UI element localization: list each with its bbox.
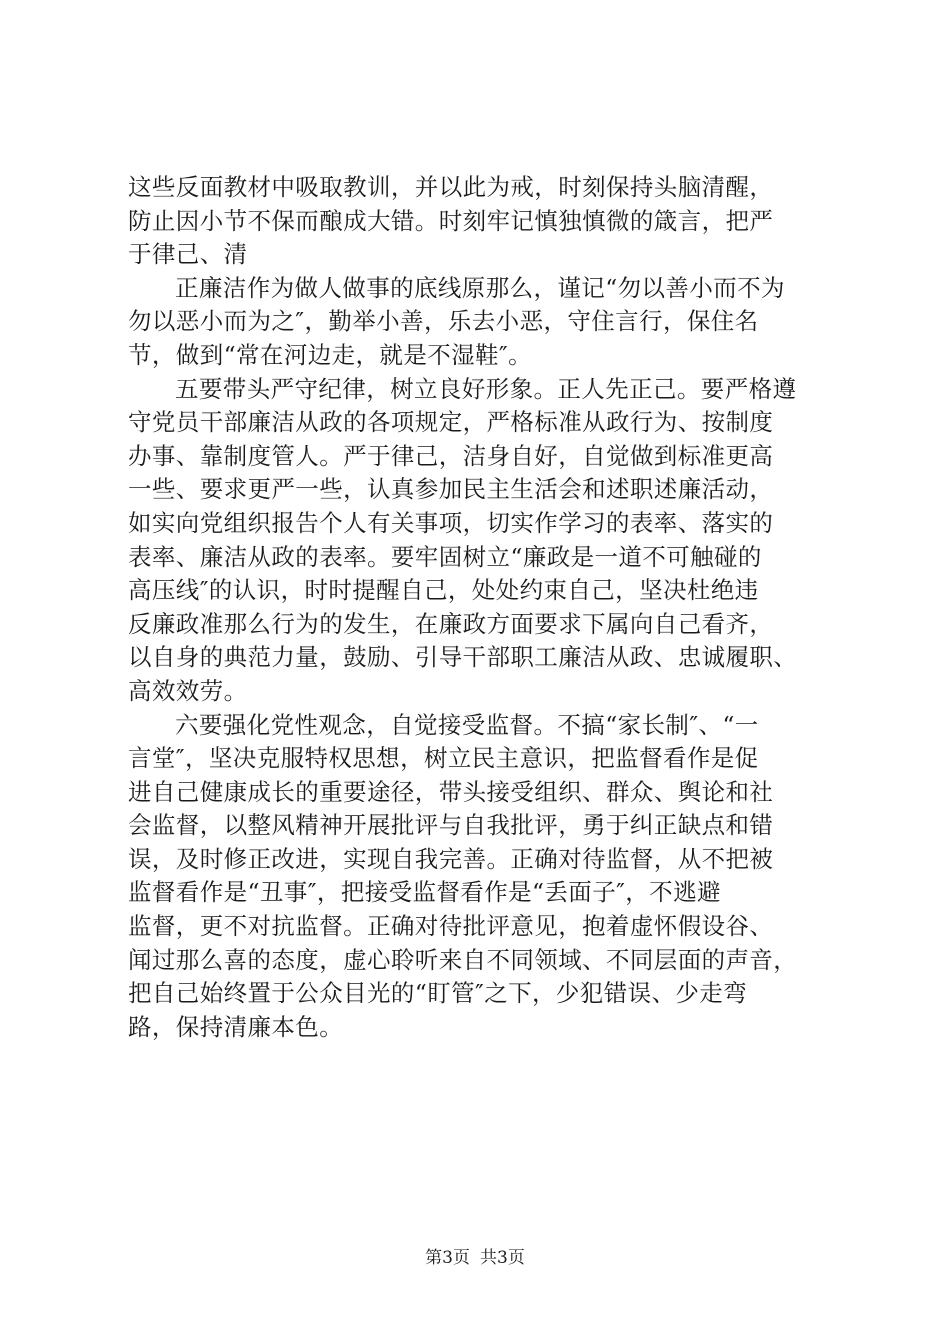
paragraph-first-line: 六要强化党性观念，自觉接受监督。不搞“家长制″、“一 [175, 710, 759, 739]
text-line: 反廉政准那么行为的发生，在廉政方面要求下属向自己看齐， [128, 609, 774, 638]
text-line: 把自己始终置于公众目光的“盯管″之下，少犯错误、少走弯 [128, 979, 748, 1008]
text-line: 这些反面教材中吸取教训，并以此为戒，时刻保持头脑清醒， [128, 173, 774, 201]
text-line: 以自身的典范力量，鼓励、引导干部职工廉洁从政、忠诚履职、 [128, 643, 798, 672]
text-line: 如实向党组织报告个人有关事项，切实作学习的表率、落实的 [128, 508, 774, 537]
text-line: 一些、要求更严一些，认真参加民主生活会和述职述廉活动， [128, 475, 774, 504]
text-line: 进自己健康成长的重要途径，带头接受组织、群众、舆论和社 [128, 777, 774, 806]
paragraph-first-line: 正廉洁作为做人做事的底线原那么，谨记“勿以善小而不为 [175, 273, 785, 302]
page-number: 第3页 [425, 1248, 470, 1268]
text-line: 监督看作是“丑事″，把接受监督看作是“丢面子″，不逃避 [128, 878, 721, 907]
text-line: 言堂″，坚决克服特权思想，树立民主意识，把监督看作是促 [128, 744, 759, 773]
text-line: 表率、廉洁从政的表率。要牢固树立“廉政是一道不可触碰的 [128, 542, 762, 571]
page-footer [0, 1246, 950, 1270]
text-line: 监督，更不对抗监督。正确对待批评意见，抱着虚怀假设谷、 [128, 912, 774, 941]
text-line: 路，保持清廉本色。 [128, 1012, 344, 1041]
page-total: 共3页 [480, 1248, 525, 1268]
text-line: 防止因小节不保而酿成大错。时刻牢记慎独慎微的箴言，把严 [128, 206, 774, 235]
text-line: 会监督，以整风精神开展批评与自我批评，勇于纠正缺点和错 [128, 811, 774, 840]
text-line: 勿以恶小而为之″，勤举小善，乐去小恶，守住言行，保住名 [128, 307, 759, 336]
text-line: 高效效劳。 [128, 676, 248, 705]
text-line: 于律己、清 [128, 240, 248, 269]
text-line: 守党员干部廉洁从政的各项规定，严格标准从政行为、按制度 [128, 408, 774, 437]
document-body [128, 171, 838, 1044]
text-line: 节，做到“常在河边走，就是不湿鞋″。 [128, 340, 532, 369]
text-line: 闻过那么喜的态度，虚心聆听来自不同领域、不同层面的声音， [128, 945, 798, 974]
text-line: 高压线″的认识，时时提醒自己，处处约束自己，坚决杜绝违 [128, 576, 759, 605]
text-line: 办事、靠制度管人。严于律己，洁身自好，自觉做到标准更高 [128, 441, 774, 470]
paragraph-first-line: 五要带头严守纪律，树立良好形象。正人先正己。要严格遵 [175, 374, 797, 403]
text-line: 误，及时修正改进，实现自我完善。正确对待监督，从不把被 [128, 844, 774, 873]
